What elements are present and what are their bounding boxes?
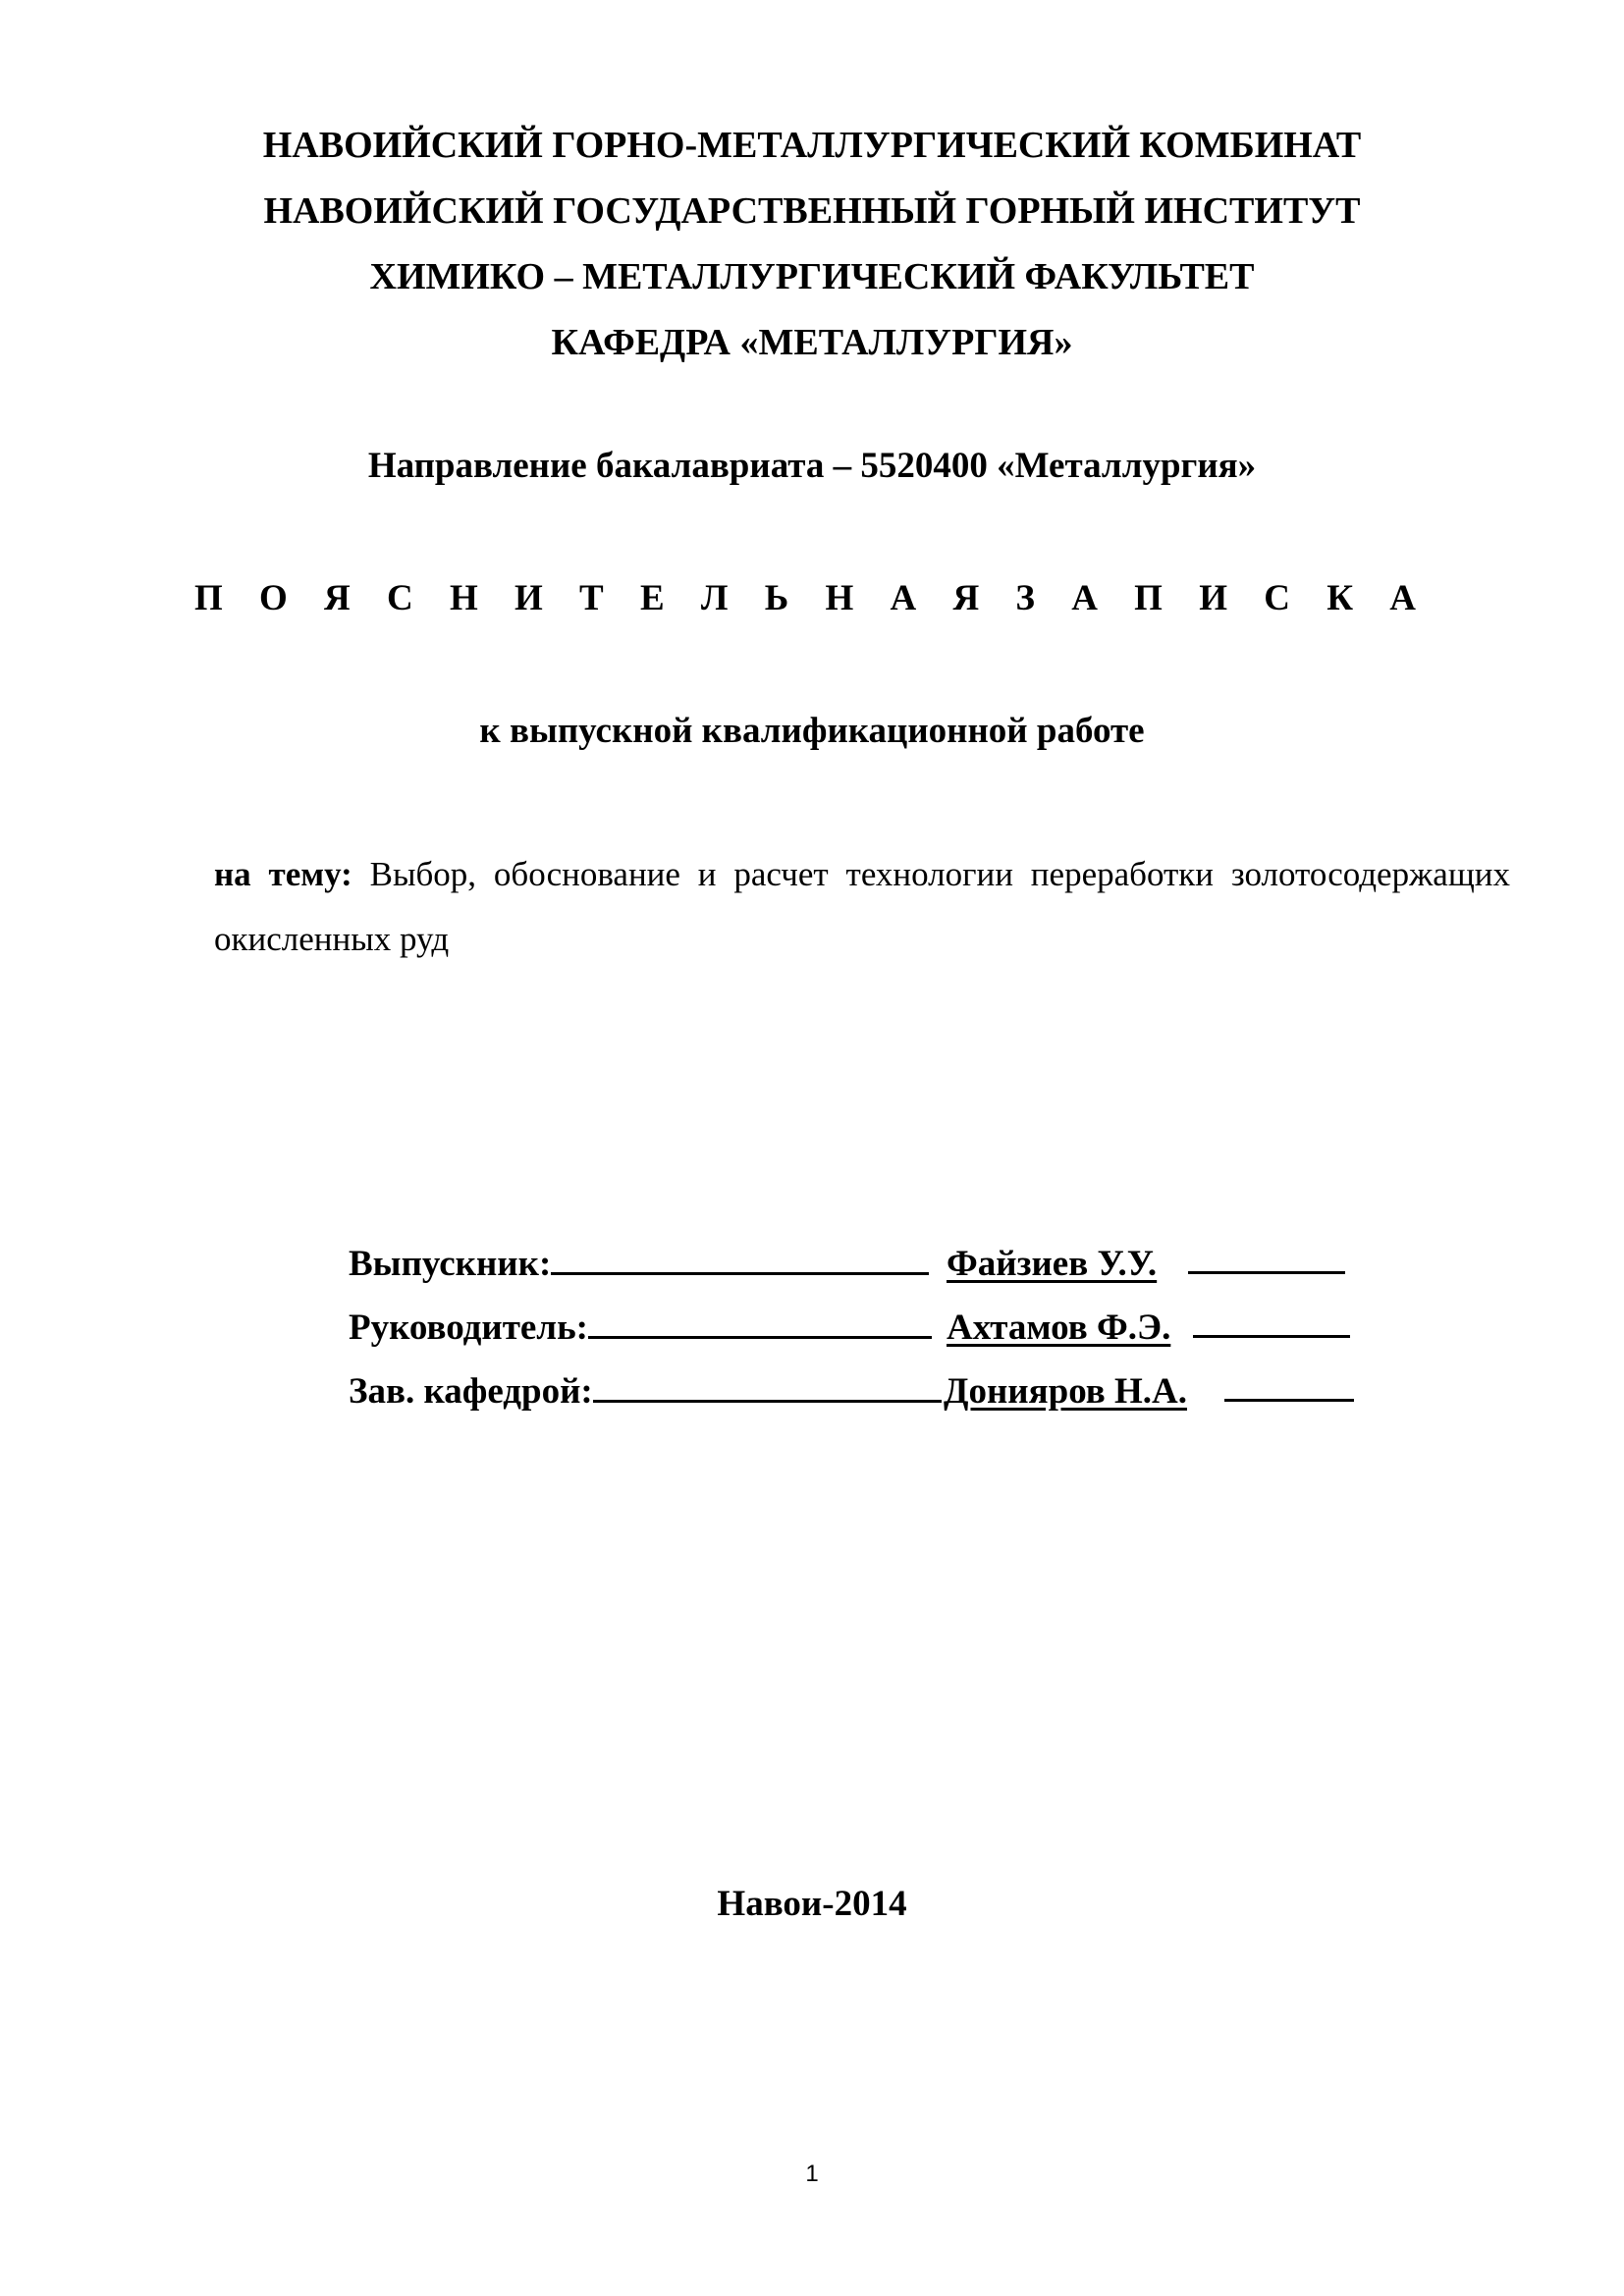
document-subtitle: к выпускной квалификационной работе [479,711,1145,751]
signature-block [349,1232,1370,1423]
signature-name: Файзиев У.У. [947,1244,1158,1284]
direction-line: Направление бакалавриата – 5520400 «Металлургия» [367,446,1257,486]
signature-row-head [349,1360,1370,1423]
header-block [0,113,1624,376]
header-line-department: КАФЕДРА «МЕТАЛЛУРГИЯ» [551,322,1073,363]
signature-line [551,1233,929,1275]
header-line-institute: НАВОИЙСКИЙ ГОСУДАРСТВЕННЫЙ ГОРНЫЙ ИНСТИТУТ [263,190,1361,232]
topic-text: Выбор, обоснование и расчет технологии переработки золотосодержащих окисленных руд [214,855,1510,958]
signature-role: Выпускник: [349,1244,552,1284]
topic-label: на тему: [214,855,352,893]
topic-paragraph [214,842,1510,972]
signature-row-supervisor [349,1296,1370,1360]
signature-tail-line [1188,1232,1345,1274]
signature-name: Ахтамов Ф.Э. [947,1308,1171,1348]
signature-line [593,1361,942,1403]
city-year: Навои-2014 [717,1884,907,1924]
signature-row-graduate [349,1232,1370,1296]
signature-role: Зав. кафедрой: [349,1371,593,1412]
signature-name: Донияров Н.А. [944,1371,1187,1412]
header-line-faculty: ХИМИКО – МЕТАЛЛУРГИЧЕСКИЙ ФАКУЛЬТЕТ [369,256,1255,297]
signature-tail-line [1224,1360,1354,1402]
header-line-combine: НАВОИЙСКИЙ ГОРНО-МЕТАЛЛУРГИЧЕСКИЙ КОМБИНАТ [262,125,1362,166]
document-title: П О Я С Н И Т Е Л Ь Н А Я З А П И С К А [194,578,1430,618]
page-number: 1 [805,2161,819,2187]
signature-tail-line [1193,1296,1350,1338]
signature-line [588,1297,932,1339]
signature-role: Руководитель: [349,1308,588,1348]
